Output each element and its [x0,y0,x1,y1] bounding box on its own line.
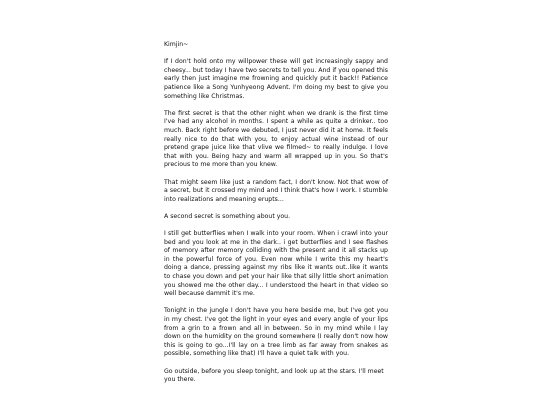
letter-paragraph-random-fact: That might seem like just a random fact, I don't know. Not that wow of a secret, but it crossed my mind and I think that's how I work. I stumble into realizations and meaning erupts... [164,178,388,203]
letter-salutation: Kimjin~ [164,41,189,48]
letter-paragraph-first-secret: The first secret is that the other night when we drank is the first time I've had any alcohol in months. I spent a while as quite a drinker.. too much. Back right before we debuted, I just never did it at home. It feels really nice to do that with you, to enjoy actual wine instead of our pretend grape juice like that vlive we filmed~ to really indulge. I love that with you. Being hazy and warm all wrapped up in you. So that's precious to me more than you knew. [164,109,388,169]
letter-paragraph-closing: Go outside, before you sleep tonight, and look up at the stars. I'll meet you there. [164,367,384,384]
letter-paragraph-butterflies: I still get butterflies when I walk into your room. When i crawl into your bed and you look at me in the dark.. i get butterflies and I see flashes of memory after memory colliding with the present and it all stacks up in the powerful force of you. Even now while I write this my heart's doing a dance, pressing against my ribs like it wants out..like it wants to chase you down and pet your hair like that silly little short animation you showed me the other day... I understood the heart in that video so well because dammit it's me. [164,230,388,298]
letter-paragraph-second-secret-intro: A second secret is something about you. [164,212,291,220]
letter-body [164,41,388,393]
letter-paragraph-jungle: Tonight in the jungle I don't have you here beside me, but I've got you in my chest. I've got the light in your eyes and every angle of your lips from a grin to a frown and all in between. So in my mind while I lay down on the humidity on the ground somewhere (I really don't now how this is going to go...I'll lay on a tree limb as far away from snakes as possible, something like that) I'll have a quiet talk with you. [164,307,388,358]
letter-paragraph-intro: If I don't hold onto my willpower these will get increasingly sappy and cheesy... but today I have two secrets to tell you. And if you opened this early then just imagine me frowning and quickly put it back!! Patience patience like a Song Yunhyeong Advent. I'm doing my best to give you something like Christmas. [164,58,388,100]
